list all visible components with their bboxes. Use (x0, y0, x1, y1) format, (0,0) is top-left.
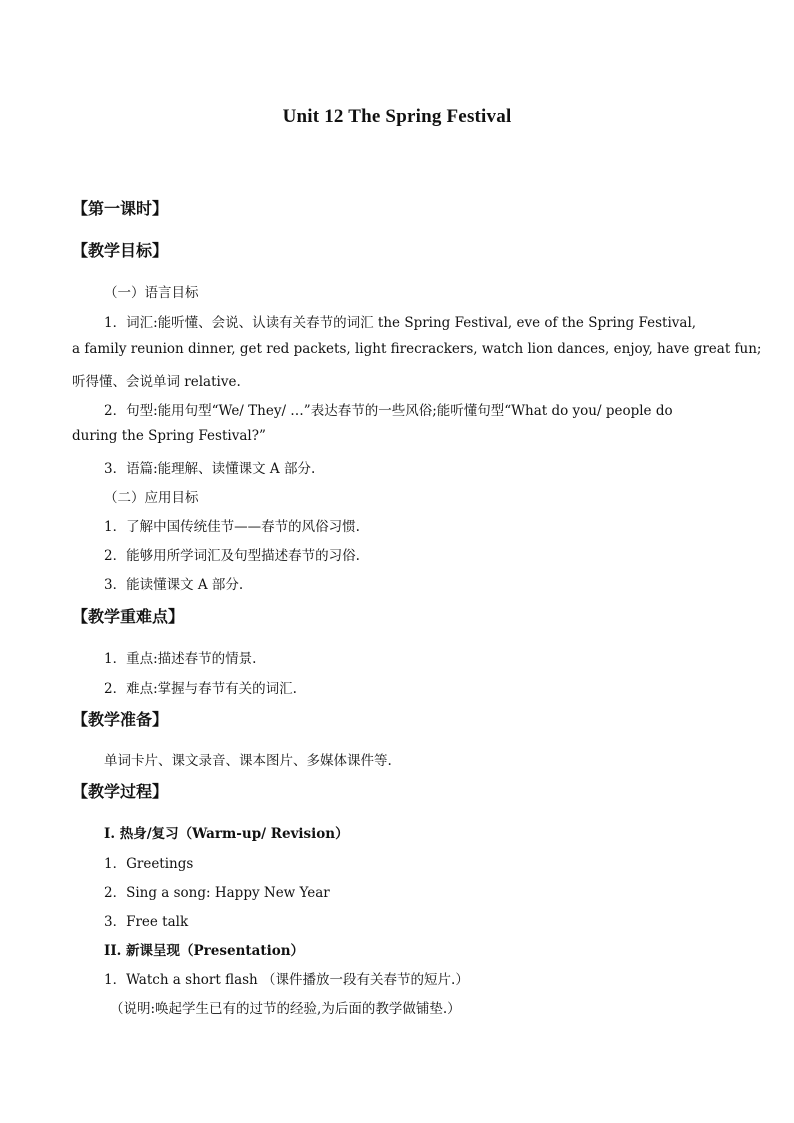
process-step-2-heading: II. 新课呈现（Presentation） (104, 943, 305, 959)
goal-language-1-line-c: 听得懂、会说单词 relative. (72, 374, 241, 390)
goal-language-1-line-a: 1．词汇:能听懂、会说、认读有关春节的词汇 the Spring Festival, eve of the Spring Festival, (104, 315, 697, 331)
key-point-2: 2．难点:掌握与春节有关的词汇. (104, 681, 297, 697)
goal-application-2: 2．能够用所学词汇及句型描述春节的习俗. (104, 548, 360, 564)
goal-language-1-line-b: a family reunion dinner, get red packets, light firecrackers, watch lion dances, enjoy, have great fun; (72, 341, 762, 357)
goal-application-heading: （二）应用目标 (104, 490, 199, 506)
goal-language-heading: （一）语言目标 (104, 285, 199, 301)
goal-application-3: 3．能读懂课文 A 部分. (104, 577, 244, 593)
process-step-2-note: （说明:唤起学生已有的过节的经验,为后面的教学做铺垫.） (110, 1001, 461, 1017)
goal-language-2-line-a: 2．句型:能用句型“We/ They/ …”表达春节的一些风俗;能听懂句型“What do you/ people do (104, 403, 673, 419)
goal-language-2-line-b: during the Spring Festival?” (72, 428, 266, 444)
section-heading-process: 【教学过程】 (72, 782, 169, 801)
process-step-2-item-1: 1．Watch a short flash （课件播放一段有关春节的短片.） (104, 972, 469, 988)
section-heading-goals: 【教学目标】 (72, 241, 169, 260)
goal-language-3: 3．语篇:能理解、读懂课文 A 部分. (104, 461, 316, 477)
key-point-1: 1．重点:描述春节的情景. (104, 651, 257, 667)
process-step-1-heading: I. 热身/复习（Warm-up/ Revision） (104, 826, 349, 842)
section-heading-preparation: 【教学准备】 (72, 710, 169, 729)
section-heading-key-points: 【教学重难点】 (72, 607, 185, 626)
process-step-1-item-1: 1．Greetings (104, 856, 194, 872)
preparation-text: 单词卡片、课文录音、课本图片、多媒体课件等. (104, 753, 392, 769)
section-heading-lesson: 【第一课时】 (72, 199, 169, 218)
process-step-1-item-3: 3．Free talk (104, 914, 189, 930)
process-step-1-item-2: 2．Sing a song: Happy New Year (104, 885, 330, 901)
document-title: Unit 12 The Spring Festival (282, 106, 512, 127)
goal-application-1: 1．了解中国传统佳节——春节的风俗习惯. (104, 519, 360, 535)
